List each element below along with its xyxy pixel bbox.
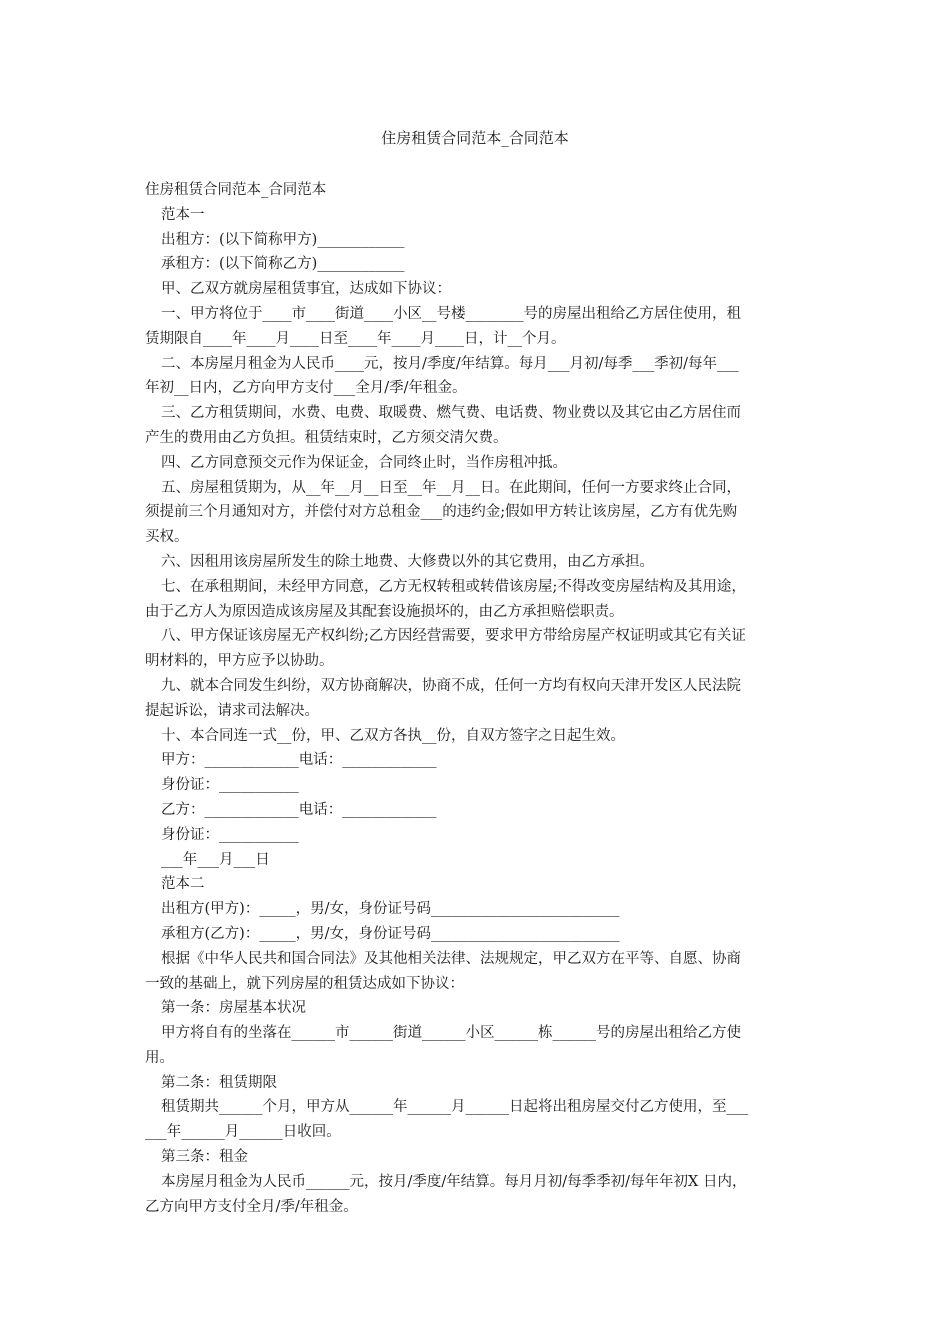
text-line: 三、乙方租赁期间，水费、电费、取暖费、燃气费、电话费、物业费以及其它由乙方居住而 — [161, 405, 741, 422]
text-line: 第一条：房屋基本状况 — [161, 1000, 306, 1017]
page-title: 住房租赁合同范本_合同范本 — [381, 129, 569, 147]
text-line: 须提前三个月通知对方，并偿付对方总租金___的违约金;假如甲方转让该房屋，乙方有优先购 — [145, 504, 738, 521]
text-line: 用。 — [145, 1049, 174, 1066]
text-line: 范本二 — [161, 876, 205, 893]
text-line: 年初__日内，乙方向甲方支付___全月/季/年租金。 — [145, 380, 467, 397]
text-line: 乙方：_____________电话：_____________ — [161, 801, 437, 818]
text-line: ___年___月___日 — [161, 851, 270, 868]
text-line: 第二条：租赁期限 — [161, 1074, 277, 1091]
text-line: 身份证：___________ — [161, 777, 299, 794]
text-line: 甲方：_____________电话：_____________ — [161, 752, 437, 769]
text-line: 范本一 — [161, 206, 205, 223]
text-line: 承租方：(以下简称乙方)____________ — [161, 256, 405, 273]
text-line: 明材料的，甲方应予以协助。 — [145, 653, 334, 670]
text-line: 出租方(甲方)：_____，男/女，身份证号码__________________________ — [161, 901, 620, 918]
text-line: 一致的基础上，就下列房屋的租赁达成如下协议： — [145, 975, 464, 992]
text-line: 第三条：租金 — [161, 1149, 248, 1166]
text-line: 住房租赁合同范本_合同范本 — [145, 182, 327, 198]
text-line: 七、在承租期间，未经甲方同意，乙方无权转租或转借该房屋;不得改变房屋结构及其用途， — [161, 578, 746, 595]
text-line: 四、乙方同意预交元作为保证金，合同终止时，当作房租冲抵。 — [161, 454, 567, 471]
text-line: 产生的费用由乙方负担。租赁结束时，乙方须交清欠费。 — [145, 429, 508, 446]
text-line: 买权。 — [145, 529, 189, 546]
text-line: ___年______月______日收回。 — [145, 1124, 341, 1141]
text-line: 十、本合同连一式__份，甲、乙双方各执__份，自双方签字之日起生效。 — [161, 727, 625, 744]
text-line: 甲、乙双方就房屋租赁事宜，达成如下协议： — [161, 281, 451, 298]
text-line: 本房屋月租金为人民币______元，按月/季度/年结算。每月月初/每季季初/每年年初X 日内， — [161, 1173, 747, 1190]
text-line: 根据《中华人民共和国合同法》及其他相关法律、法规规定，甲乙双方在平等、自愿、协商 — [161, 950, 741, 967]
text-line: 九、就本合同发生纠纷，双方协商解决，协商不成，任何一方均有权向天津开发区人民法院 — [161, 677, 741, 694]
text-line: 租赁期共______个月，甲方从______年______月______日起将出租房屋交付乙方使用，至___ — [161, 1099, 749, 1116]
text-line: 乙方向甲方支付全月/季/年租金。 — [145, 1198, 358, 1215]
text-line: 八、甲方保证该房屋无产权纠纷;乙方因经营需要，要求甲方带给房屋产权证明或其它有关证 — [161, 628, 746, 645]
text-line: 承租方(乙方)：_____，男/女，身份证号码__________________________ — [161, 925, 620, 942]
text-line: 六、因租用该房屋所发生的除土地费、大修费以外的其它费用，由乙方承担。 — [161, 553, 654, 570]
document-body — [145, 178, 810, 1219]
text-line: 一、甲方将位于____市____街道____小区__号楼________号的房屋出租给乙方居住使用，租 — [161, 305, 741, 322]
text-line: 出租方：(以下简称甲方)____________ — [161, 231, 405, 248]
text-line: 五、房屋租赁期为，从__年__月__日至__年__月__日。在此期间，任何一方要求终止合同， — [161, 479, 741, 496]
text-line: 甲方将自有的坐落在______市______街道______小区______栋______号的房屋出租给乙方使 — [161, 1025, 741, 1042]
text-line: 提起诉讼，请求司法解决。 — [145, 702, 319, 719]
text-line: 由于乙方人为原因造成该房屋及其配套设施损坏的，由乙方承担赔偿职责。 — [145, 603, 624, 620]
text-line: 二、本房屋月租金为人民币____元，按月/季度/年结算。每月___月初/每季___季初/每年___ — [161, 355, 739, 372]
text-line: 身份证：___________ — [161, 826, 299, 843]
text-line: 赁期限自____年____月____日至____年____月____日，计__个月。 — [145, 330, 566, 347]
